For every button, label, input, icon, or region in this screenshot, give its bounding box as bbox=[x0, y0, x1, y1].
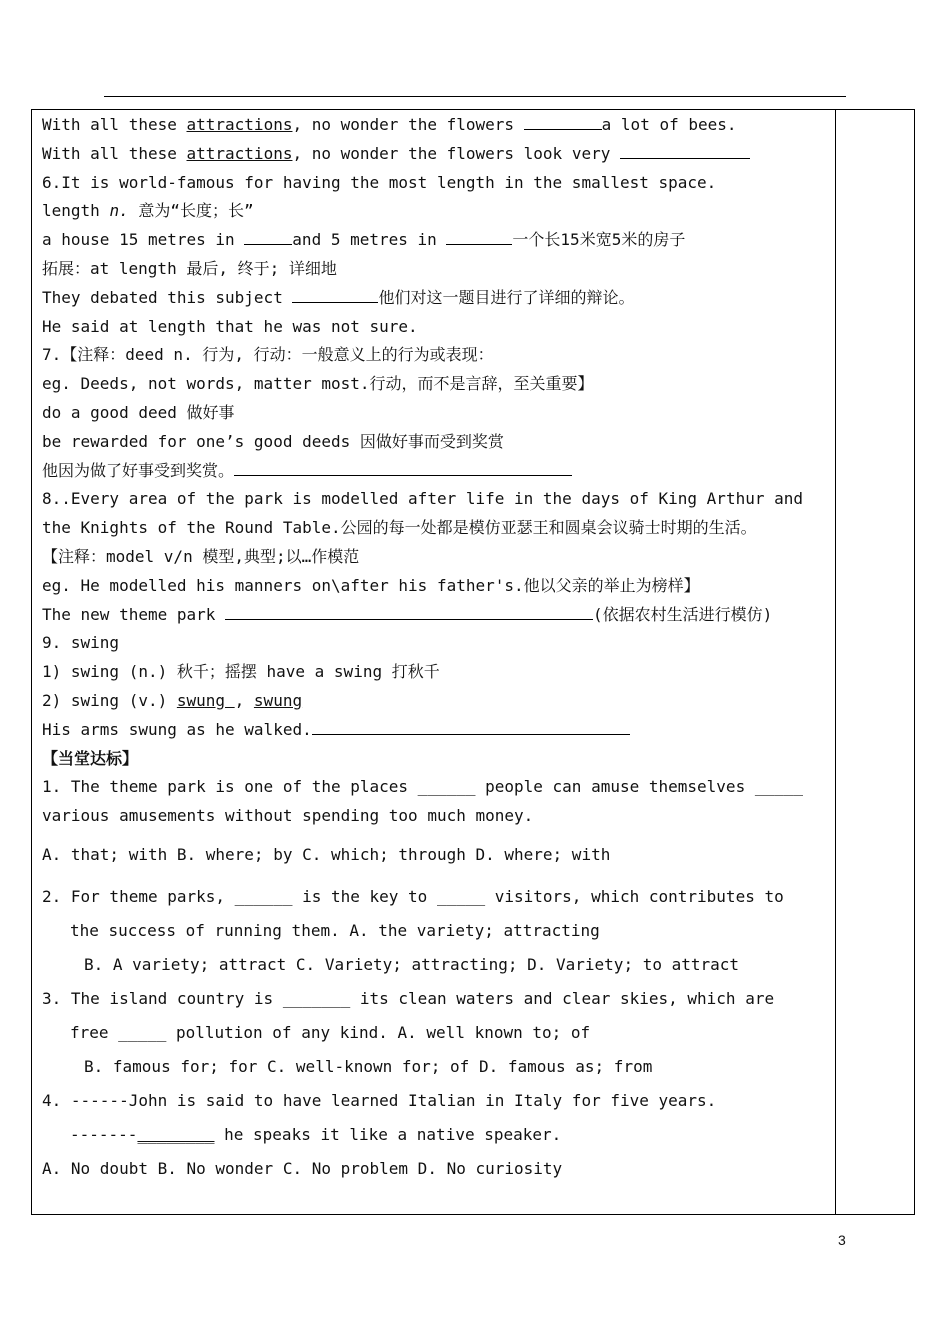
answer-blank[interactable] bbox=[234, 460, 572, 476]
text: a house 15 metres in bbox=[42, 230, 245, 250]
text-paragraph bbox=[42, 485, 828, 543]
text-line: 6.It is world-famous for having the most length in the smallest space. bbox=[42, 172, 717, 192]
text: and 5 metres in bbox=[292, 230, 447, 250]
text-line: 1) swing (n.) 秋千；摇摆 have a swing 打秋千 bbox=[42, 662, 440, 682]
text: , no wonder the flowers look very bbox=[292, 143, 620, 163]
question-1-options: A. that; with B. where; by C. which; through D. where; with bbox=[42, 844, 611, 864]
text: 他因为做了好事受到奖赏。 bbox=[42, 460, 235, 480]
question-4-stem: 4. ------John is said to have learned Italian in Italy for five years. bbox=[42, 1090, 717, 1110]
answer-blank[interactable] bbox=[244, 229, 292, 245]
text-line bbox=[42, 716, 828, 745]
answer-blank[interactable]: ________ bbox=[137, 1124, 215, 1144]
underlined-answer: swung bbox=[253, 690, 303, 710]
text: 8..Every area of the park is modelled after life bbox=[42, 489, 515, 509]
text-line: eg. He modelled his manners on\after his father's.他以父亲的举止为榜样】 bbox=[42, 575, 700, 595]
answer-blank[interactable] bbox=[620, 143, 750, 159]
text-line bbox=[42, 457, 828, 486]
section-title: 【当堂达标】 bbox=[42, 748, 139, 768]
text-line bbox=[42, 601, 828, 630]
text: , no wonder the flowers bbox=[292, 115, 524, 134]
text: 2) swing (v.) bbox=[42, 690, 177, 710]
answer-blank[interactable] bbox=[446, 229, 512, 245]
header-rule bbox=[104, 96, 846, 97]
text: length bbox=[42, 201, 110, 221]
text: The new theme park bbox=[42, 604, 226, 624]
text-line bbox=[42, 197, 828, 226]
text-line: 7.【注释：deed n. 行为, 行动：一般意义上的行为或表现： bbox=[42, 345, 494, 365]
part-of-speech: n. bbox=[109, 201, 129, 221]
text: His arms swung as he walked. bbox=[42, 719, 312, 739]
text: With all these bbox=[42, 115, 187, 134]
question-4-stem-cont bbox=[42, 1118, 828, 1152]
text-line: 拓展：at length 最后, 终于; 详细地 bbox=[42, 258, 337, 278]
text-line: 【注释：model v/n 模型,典型;以…作模范 bbox=[42, 546, 360, 566]
text: a lot of bees. bbox=[601, 115, 737, 134]
answer-blank[interactable] bbox=[524, 114, 602, 130]
question-4-options: A. No doubt B. No wonder C. No problem D. No curiosity bbox=[42, 1158, 563, 1178]
text-line: do a good deed 做好事 bbox=[42, 402, 235, 422]
question-1-stem: 1. The theme park is one of the places ______ people can amuse themselves _____ various amusements without spending too much money. bbox=[42, 777, 803, 826]
text: , bbox=[234, 690, 254, 710]
text: in the days of King Arthur and the Knights of the Round Table.公园的每一处都是模仿亚瑟王和圆桌会议骑士时期的生活。 bbox=[42, 489, 803, 538]
page-number: 3 bbox=[838, 1232, 846, 1248]
text: They debated this subject bbox=[42, 287, 293, 307]
text-line bbox=[42, 428, 828, 457]
text: he speaks it like a native speaker. bbox=[214, 1124, 562, 1144]
text: ------- bbox=[70, 1124, 138, 1144]
text-line bbox=[42, 687, 828, 716]
text: 意为“长度；长” bbox=[128, 201, 254, 221]
table-column-divider bbox=[835, 109, 836, 1215]
answer-blank[interactable] bbox=[312, 719, 630, 735]
text: (依据农村生活进行模仿) bbox=[593, 604, 773, 624]
text-line bbox=[42, 111, 828, 140]
text: 一个长15米宽5米的房子 bbox=[512, 230, 686, 250]
underlined-word: attractions bbox=[186, 115, 293, 134]
text-line bbox=[42, 284, 828, 313]
text-line bbox=[42, 140, 828, 169]
question-3-options: B. famous for; for C. well-known for; of D. famous as; from bbox=[84, 1056, 653, 1076]
underlined-answer: swung bbox=[176, 690, 235, 710]
answer-blank[interactable] bbox=[225, 604, 593, 620]
text: 他们对这一题目进行了详细的辩论。 bbox=[378, 287, 635, 307]
text-line: eg. Deeds, not words, matter most.行动，而不是言辞，至关重要】 bbox=[42, 374, 594, 394]
text-line: He said at length that he was not sure. bbox=[42, 316, 418, 336]
question-3-stem-cont: free _____ pollution of any kind. A. well known to; of bbox=[70, 1022, 591, 1042]
text: be rewarded for one’s bbox=[42, 431, 254, 451]
text: With all these bbox=[42, 143, 187, 163]
question-3-stem: 3. The island country is _______ its clean waters and clear skies, which are bbox=[42, 988, 775, 1008]
question-2-options: B. A variety; attract C. Variety; attracting; D. Variety; to attract bbox=[84, 954, 740, 974]
text-line: 9. swing bbox=[42, 633, 120, 653]
text: good deeds 因做好事而受到奖赏 bbox=[253, 431, 504, 451]
text-line bbox=[42, 226, 828, 255]
question-2-stem-cont: the success of running them. A. the variety; attracting bbox=[70, 920, 600, 940]
underlined-word: attractions bbox=[186, 143, 293, 163]
question-2-stem: 2. For theme parks, ______ is the key to _____ visitors, which contributes to bbox=[42, 886, 784, 906]
answer-blank[interactable] bbox=[292, 287, 378, 303]
document-body bbox=[42, 111, 828, 1186]
